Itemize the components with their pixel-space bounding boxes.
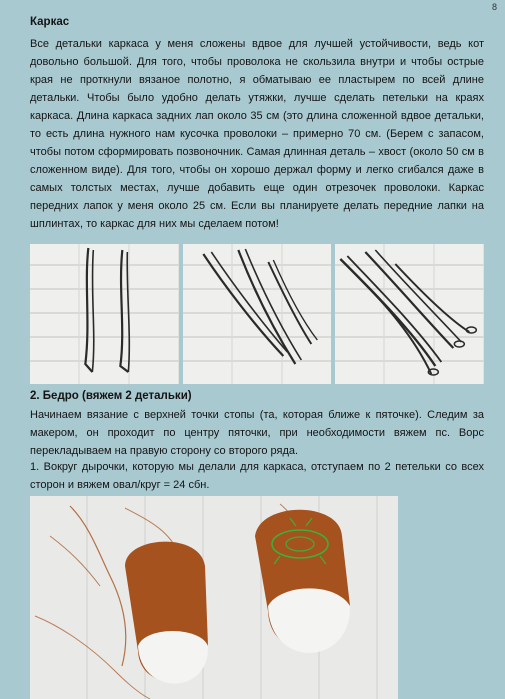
section-heading-thigh: 2. Бедро (вяжем 2 детальки) xyxy=(30,390,192,402)
wire-drawing-1 xyxy=(30,244,179,384)
frame-paragraph: Все детальки каркаса у меня сложены вдвое для лучшей устойчивости, ведь кот довольно большой. Для того, чтобы проволока не скользила внутри и чтобы острые края не проткнули вязаное полотно, я обматываю ее пластырем по всей длине детальки. Чтобы было удобно делать утяжки, лучше сделать петельки на краях каркаса. Длина каркаса задних лап около 35 см (это длина сложенной вдвое детальки, то есть длина нужного нам кусочка проволоки – примерно 70 см. (Берем с запасом, чтобы потом сформировать позвоночник. Самая длинная деталь – хвост (около 50 см в сложенном виде). Для того, чтобы он хорошо держал форму и легко сгибался даже в самых толстых местах, лучше добавить еще один отрезочек проволоки. Каркас передних лапок у меня около 25 см. Если вы планируете делать передние лапки на шплинтах, то каркас для них мы сделаем потом! xyxy=(30,38,484,230)
wire-photo-2 xyxy=(183,244,332,384)
wire-frame-photos xyxy=(30,244,484,384)
crochet-drawing xyxy=(30,496,398,699)
thigh-paragraph-1: Начинаем вязание с верхней точки стопы (та, которая ближе к пяточке). Следим за макером, он проходит по центру пяточки, при необходимости вяжем пс. Ворс перекладываем на правую сторону со второго ряда. xyxy=(30,409,484,457)
crochet-photo xyxy=(30,496,398,699)
section-heading-frame: Каркас xyxy=(30,16,70,28)
page-number: 8 xyxy=(491,2,497,12)
wire-drawing-3 xyxy=(335,244,484,384)
wire-drawing-2 xyxy=(183,244,332,384)
wire-photo-1 xyxy=(30,244,179,384)
thigh-paragraph-2: 1. Вокруг дырочки, которую мы делали для каркаса, отступаем по 2 петельки со всех сторон и вяжем овал/круг = 24 сбн. xyxy=(30,461,484,491)
wire-photo-3 xyxy=(335,244,484,384)
